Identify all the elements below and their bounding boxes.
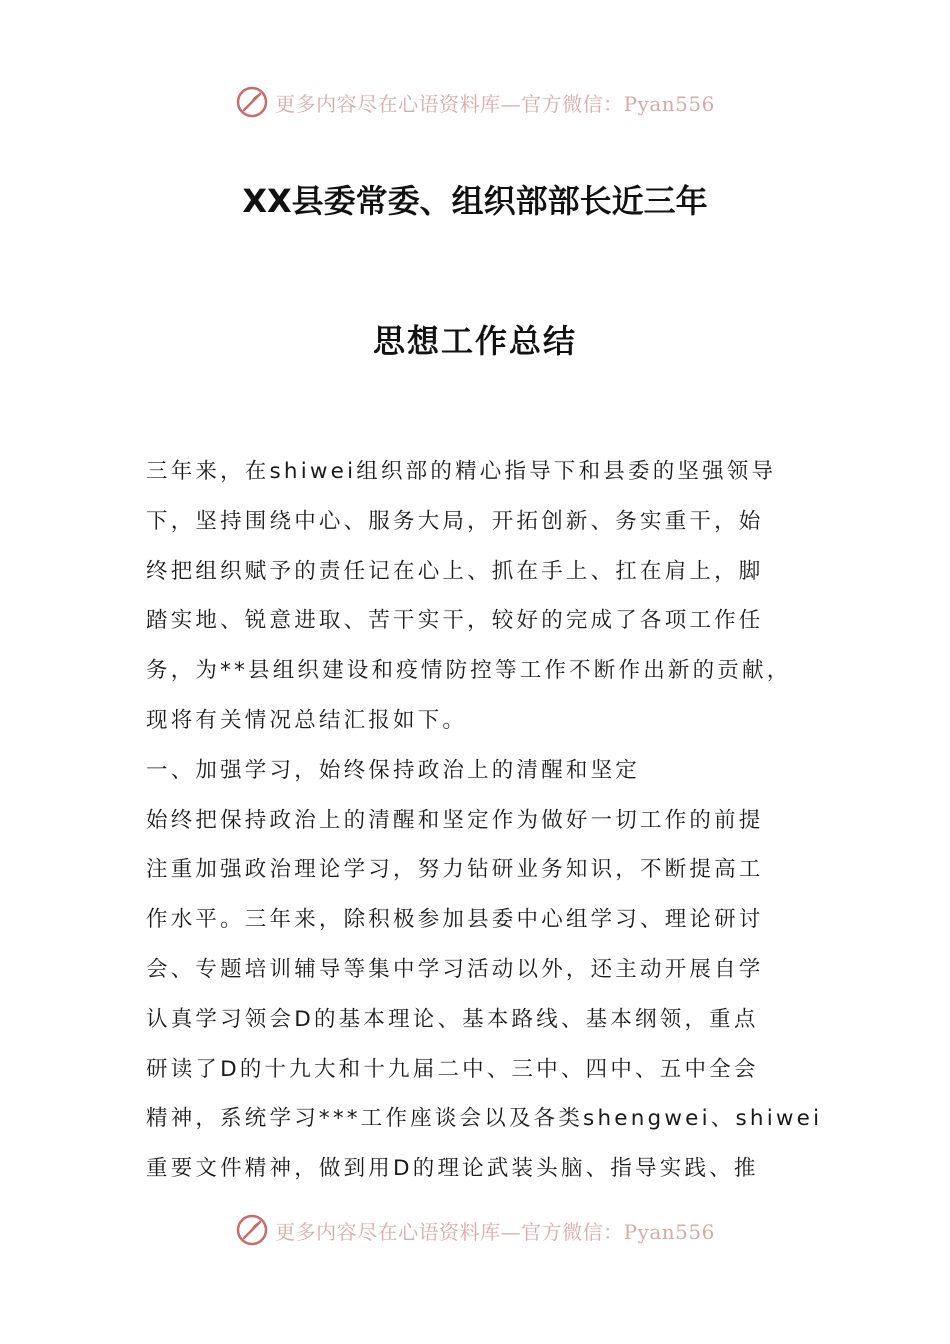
body-line: 精神，系统学习***工作座谈会以及各类shengwei、shiwei	[146, 1106, 823, 1132]
document-title-line-2: 思想工作总结	[372, 322, 577, 360]
body-line: 现将有关情况总结汇报如下。	[146, 707, 468, 733]
body-line: 始终把保持政治上的清醒和坚定作为做好一切工作的前提	[146, 807, 764, 833]
quill-logo-icon	[235, 1213, 269, 1247]
document-body	[146, 447, 826, 1194]
document-title-line-1: XX县委常委、组织部部长近三年	[242, 182, 708, 220]
body-line: 重要文件精神，做到用D的理论武装头脑、指导实践、推	[146, 1156, 759, 1182]
body-line: 认真学习领会D的基本理论、基本路线、基本纲领，重点	[146, 1006, 759, 1032]
body-line: 终把组织赋予的责任记在心上、抓在手上、扛在肩上，脚	[146, 558, 764, 584]
body-line: 会、专题培训辅导等集中学习活动以外，还主动开展自学	[146, 956, 764, 982]
watermark-text: 更多内容尽在心语资料库—官方微信：Pyan556	[275, 91, 715, 116]
quill-logo-icon	[235, 85, 269, 119]
body-line: 研读了D的十九大和十九届二中、三中、四中、五中全会	[146, 1056, 759, 1082]
body-line: 注重加强政治理论学习，努力钻研业务知识，不断提高工	[146, 857, 764, 883]
watermark-text: 更多内容尽在心语资料库—官方微信：Pyan556	[275, 1219, 715, 1244]
body-line: 务，为**县组织建设和疫情防控等工作不断作出新的贡献，	[146, 658, 792, 684]
watermark-bottom	[0, 1210, 950, 1250]
body-line: 下，坚持围绕中心、服务大局，开拓创新、务实重干，始	[146, 508, 764, 534]
section-heading: 一、加强学习，始终保持政治上的清醒和坚定	[146, 757, 641, 783]
body-line: 作水平。三年来，除积极参加县委中心组学习、理论研讨	[146, 907, 764, 933]
body-line: 三年来，在shiwei组织部的精心指导下和县委的坚强领导	[146, 459, 777, 484]
watermark-top	[0, 82, 950, 122]
body-line: 踏实地、锐意进取、苦干实干，较好的完成了各项工作任	[146, 608, 764, 634]
